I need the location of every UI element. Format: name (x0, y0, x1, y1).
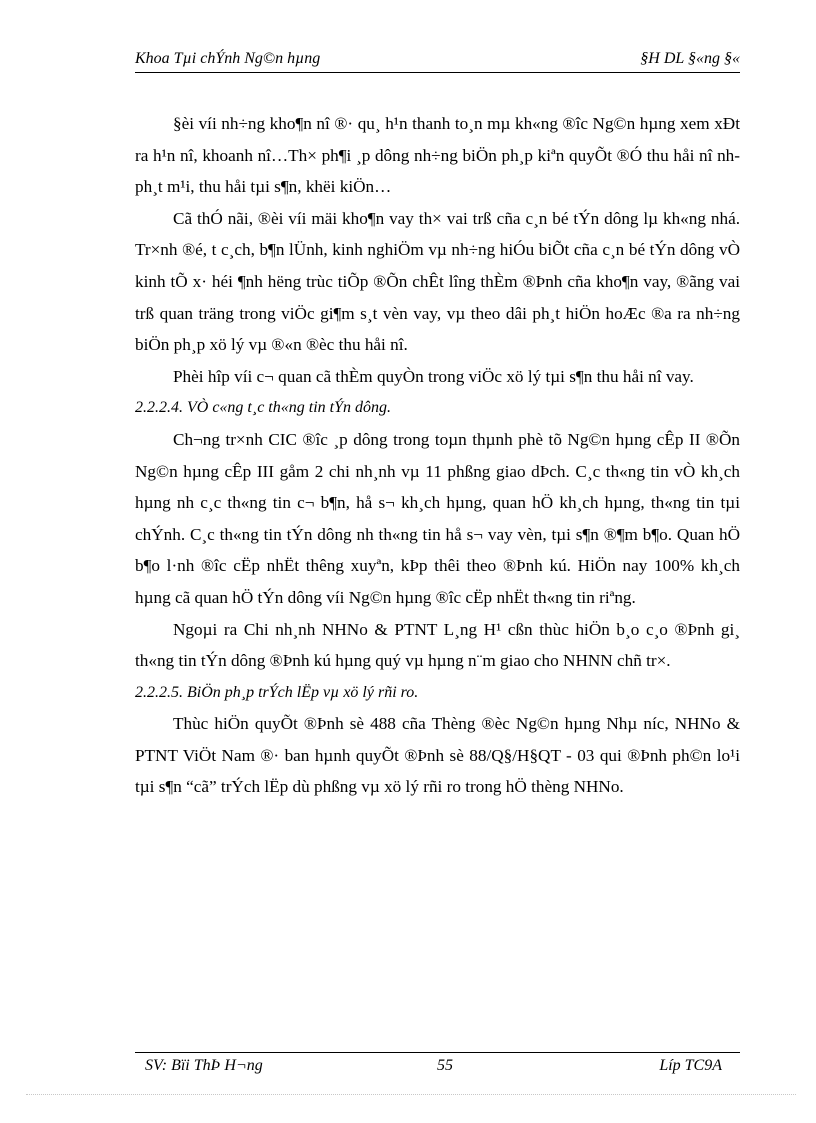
paragraph-debt-recovery: §èi víi nh÷ng kho¶n nî ®· qu¸ h¹n thanh to¸n mµ kh«ng ®îc Ng©n hµng xem xÐt ra h¹n nî, khoanh nî…Th× ph¶i ¸p dông nh÷ng biÖn ph¸p kiªn quyÕt ®Ó thu håi nî nh ph¸t m¹i, thu håi tµi s¶n, khëi kiÖn… (135, 114, 740, 197)
page-footer (135, 1052, 740, 1079)
page-number: 55 (437, 1057, 453, 1074)
header-university: §H DL §«ng §« (640, 50, 740, 67)
page-edge-divider (26, 1094, 796, 1095)
section-heading-risk-provision: 2.2.2.5. BiÖn ph¸p trÝch lËp vµ xö lý rñi ro. (135, 683, 419, 701)
paragraph-branch-reporting: Ngoµi ra Chi nh¸nh NHNo & PTNT L¸ng H¹ cßn thùc hiÖn b¸o c¸o ®Þnh gi¸ th«ng tin tÝn dông ®Þnh kú hµng quý vµ hµng n¨m giao cho NHNN chñ tr×. (135, 619, 740, 671)
paragraph-decision-488: Thùc hiÖn quyÕt ®Þnh sè 488 cña Thèng ®èc Ng©n hµng Nhµ níc, NHNo & PTNT ViÖt Nam ®· ban hµnh quyÕt ®Þnh sè 88/Q§/H§QT - 03 qui ®Þnh ph©n lo¹i tµi s¶n “cã” trÝch lËp dù phßng vµ xö lý rñi ro trong hÖ thèng NHNo. (135, 714, 740, 797)
paragraph-credit-officer-role: Cã thÓ nãi, ®èi víi mäi kho¶n vay th× vai trß cña c¸n bé tÝn dông lµ kh«ng nhá. Tr×nh ®é, t c¸ch, b¶n lÜnh, kinh nghiÖm vµ nh÷ng hiÓu biÕt cña c¸n bé tÝn dông vÒ kinh tÕ x· héi ¶nh hëng trùc tiÕp ®Õn chÊt lîng thÈm ®Þnh cña kho¶n vay, ®ãng vai trß quan träng trong viÖc gi¶m s¸t vèn vay, vµ theo dâi ph¸t hiÖn hoÆc ®a ra nh÷ng biÖn ph¸p xö lý vµ ®«n ®èc thu håi nî. (135, 208, 740, 355)
page-content (135, 108, 740, 803)
footer-class: Líp TC9A (659, 1057, 722, 1074)
footer-student: SV: Bïi ThÞ H¬ng (145, 1057, 263, 1074)
page-header (135, 50, 740, 73)
header-faculty: Khoa Tµi chÝnh Ng©n hµng (135, 50, 321, 67)
section-heading-credit-info: 2.2.2.4. VÒ c«ng t¸c th«ng tin tÝn dông. (135, 399, 391, 417)
paragraph-authority-coordination: Phèi hîp víi c¬ quan cã thÈm quyÒn trong viÖc xö lý tµi s¶n thu håi nî vay. (173, 366, 694, 386)
paragraph-cic-program: Ch¬ng tr×nh CIC ®îc ¸p dông trong toµn thµnh phè tõ Ng©n hµng cÊp II ®Õn Ng©n hµng cÊp III gåm 2 chi nh¸nh vµ 11 phßng giao dÞch. C¸c th«ng tin vÒ kh¸ch hµng nh c¸c th«ng tin c¬ b¶n, hå s¬ kh¸ch hµng, quan hÖ kh¸ch hµng, th«ng tin tµi chÝnh. C¸c th«ng tin tÝn dông nh th«ng tin hå s¬ vay vèn, tµi s¶n ®¶m b¶o. Quan hÖ b¶o l·nh ®îc cËp nhËt thêng xuyªn, kÞp thêi theo ®Þnh kú. HiÖn nay 100% kh¸ch hµng cã quan hÖ tÝn dông víi Ng©n hµng ®îc cËp nhËt th«ng tin riªng. (135, 429, 740, 607)
